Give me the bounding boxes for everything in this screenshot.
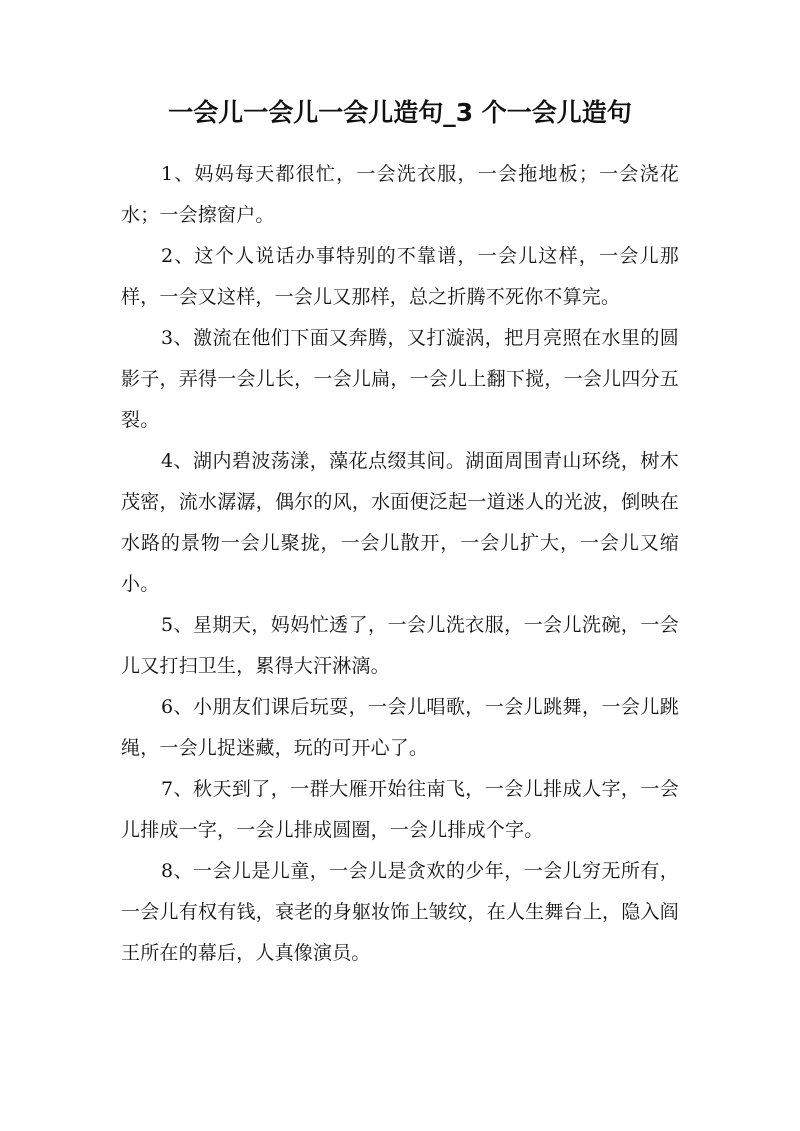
paragraph-4: 4、湖内碧波荡漾，藻花点缀其间。湖面周围青山环绕，树木茂密，流水潺潺，偶尔的风，水面便泛起一道迷人的光波，倒映在水路的景物一会儿聚拢，一会儿散开，一会儿扩大，一会儿又缩小。 [121,450,679,595]
paragraph-8: 8、一会儿是儿童，一会儿是贪欢的少年，一会儿穷无所有，一会儿有权有钱，衰老的身躯妆饰上皱纹，在人生舞台上，隐入阎王所在的幕后，人真像演员。 [121,860,679,964]
paragraph-3: 3、激流在他们下面又奔腾，又打漩涡，把月亮照在水里的圆影子，弄得一会儿长，一会儿扁，一会儿上翻下搅，一会儿四分五裂。 [121,327,679,431]
paragraph-2: 2、这个人说话办事特别的不靠谱，一会儿这样，一会儿那样，一会又这样，一会儿又那样，总之折腾不死你不算完。 [121,245,679,308]
paragraph-5: 5、星期天，妈妈忙透了，一会儿洗衣服，一会儿洗碗，一会儿又打扫卫生，累得大汗淋漓。 [121,614,679,677]
paragraph-1: 1、妈妈每天都很忙，一会洗衣服，一会拖地板；一会浇花水；一会擦窗户。 [121,163,679,226]
document-title: 一会儿一会儿一会儿造句_3 个一会儿造句 [168,98,632,127]
document-body [121,154,679,974]
paragraph-6: 6、小朋友们课后玩耍，一会儿唱歌，一会儿跳舞，一会儿跳绳，一会儿捉迷藏，玩的可开心了。 [121,696,679,759]
paragraph-7: 7、秋天到了，一群大雁开始往南飞，一会儿排成人字，一会儿排成一字，一会儿排成圆圈，一会儿排成个字。 [121,778,679,841]
